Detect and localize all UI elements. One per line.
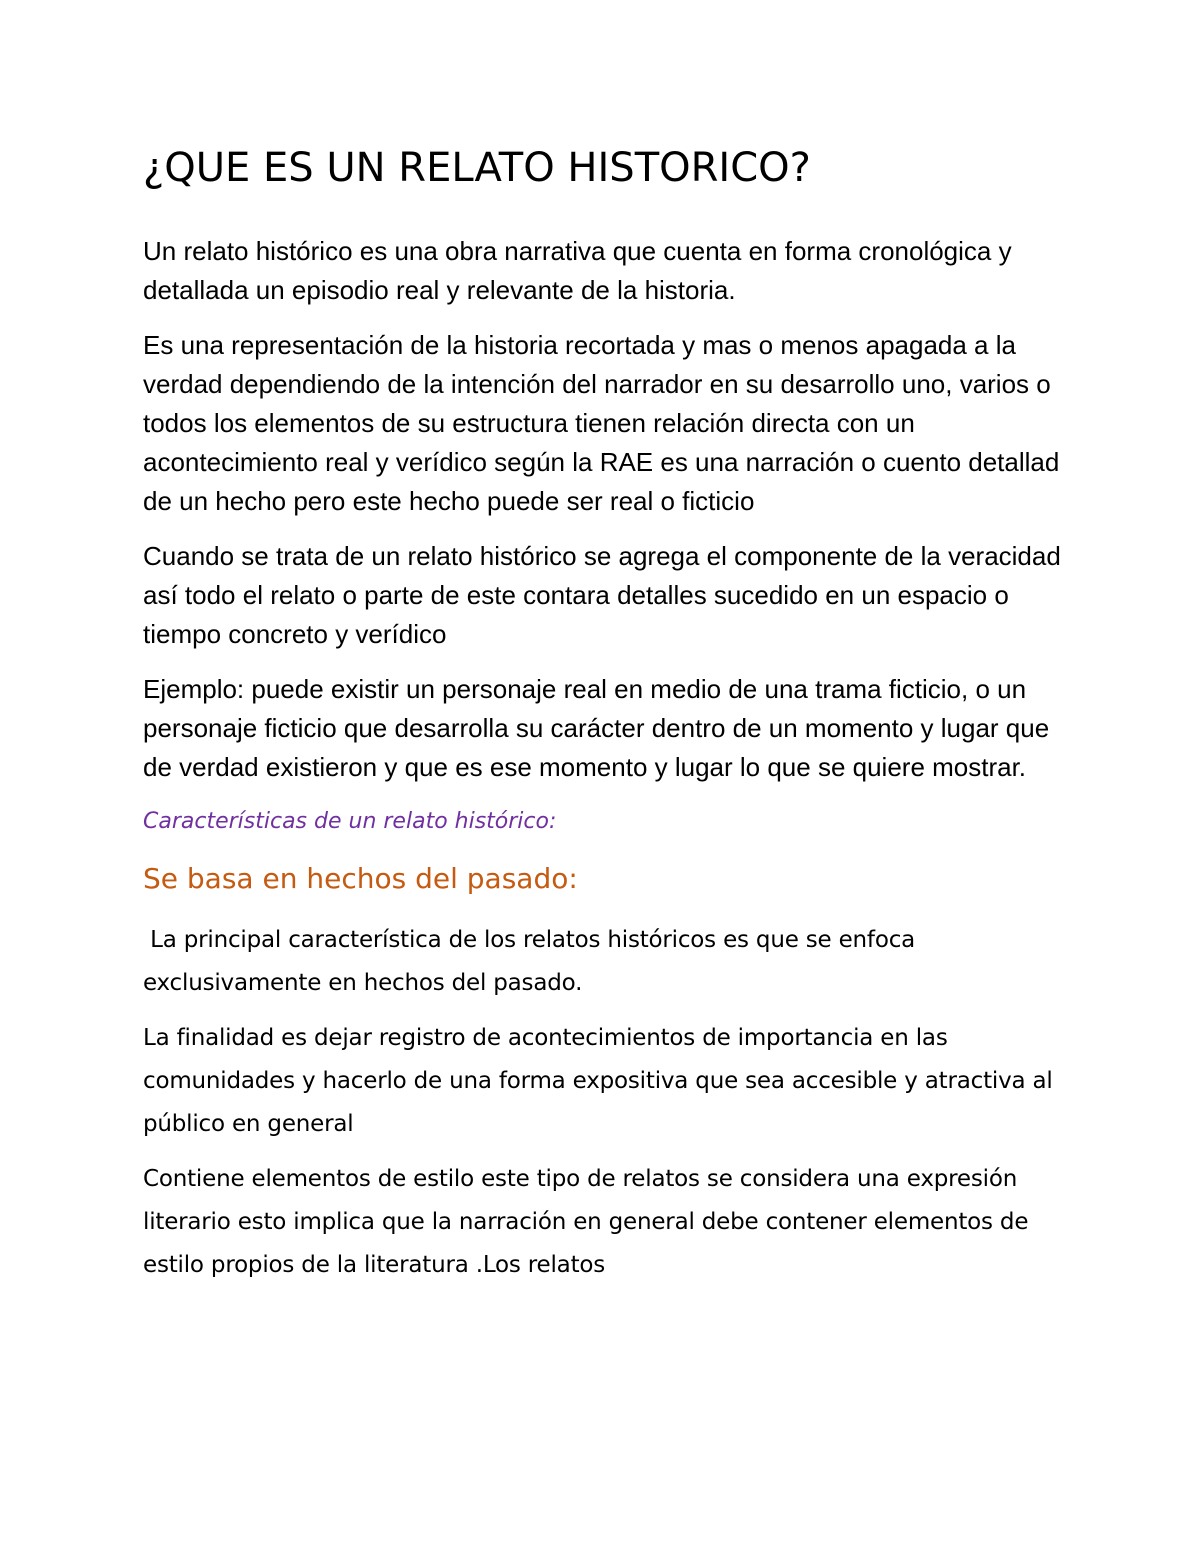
page-title: ¿QUE ES UN RELATO HISTORICO? [143,145,811,191]
section-paragraph-3: Contiene elementos de estilo este tipo de relatos se considera una expresión literario esto implica que la narración en general debe contener elementos de estilo propios de la literatura .Los relatos [143,1166,1029,1278]
characteristics-heading: Características de un relato histórico: [143,809,557,834]
intro-paragraph-1: Un relato histórico es una obra narrativa que cuenta en forma cronológica y detallada un episodio real y relevante de la historia. [143,236,1012,305]
intro-paragraph-4: Ejemplo: puede existir un personaje real en medio de una trama ficticio, o un personaje ficticio que desarrolla su carácter dentro de un momento y lugar que de verdad existieron y que es ese momento y lugar lo que se quiere mostrar. [143,674,1050,782]
intro-paragraph-3: Cuando se trata de un relato histórico se agrega el componente de la veracidad así todo el relato o parte de este contara detalles sucedido en un espacio o tiempo concreto y verídico [143,541,1061,649]
section-paragraph-1: La principal característica de los relatos históricos es que se enfoca exclusivamente en hechos del pasado. [143,927,923,996]
intro-paragraph-2: Es una representación de la historia recortada y mas o menos apagada a la verdad dependiendo de la intención del narrador en su desarrollo uno, varios o todos los elementos de su estructura tienen relación directa con un acontecimiento real y verídico según la RAE es una narración o cuento detallad de un hecho pero este hecho puede ser real o ficticio [143,330,1060,516]
section-paragraph-2: La finalidad es dejar registro de acontecimientos de importancia en las comunidades y hacerlo de una forma expositiva que sea accesible y atractiva al público en general [143,1025,1053,1137]
document-body [143,140,1063,1299]
section-heading: Se basa en hechos del pasado: [143,862,578,895]
